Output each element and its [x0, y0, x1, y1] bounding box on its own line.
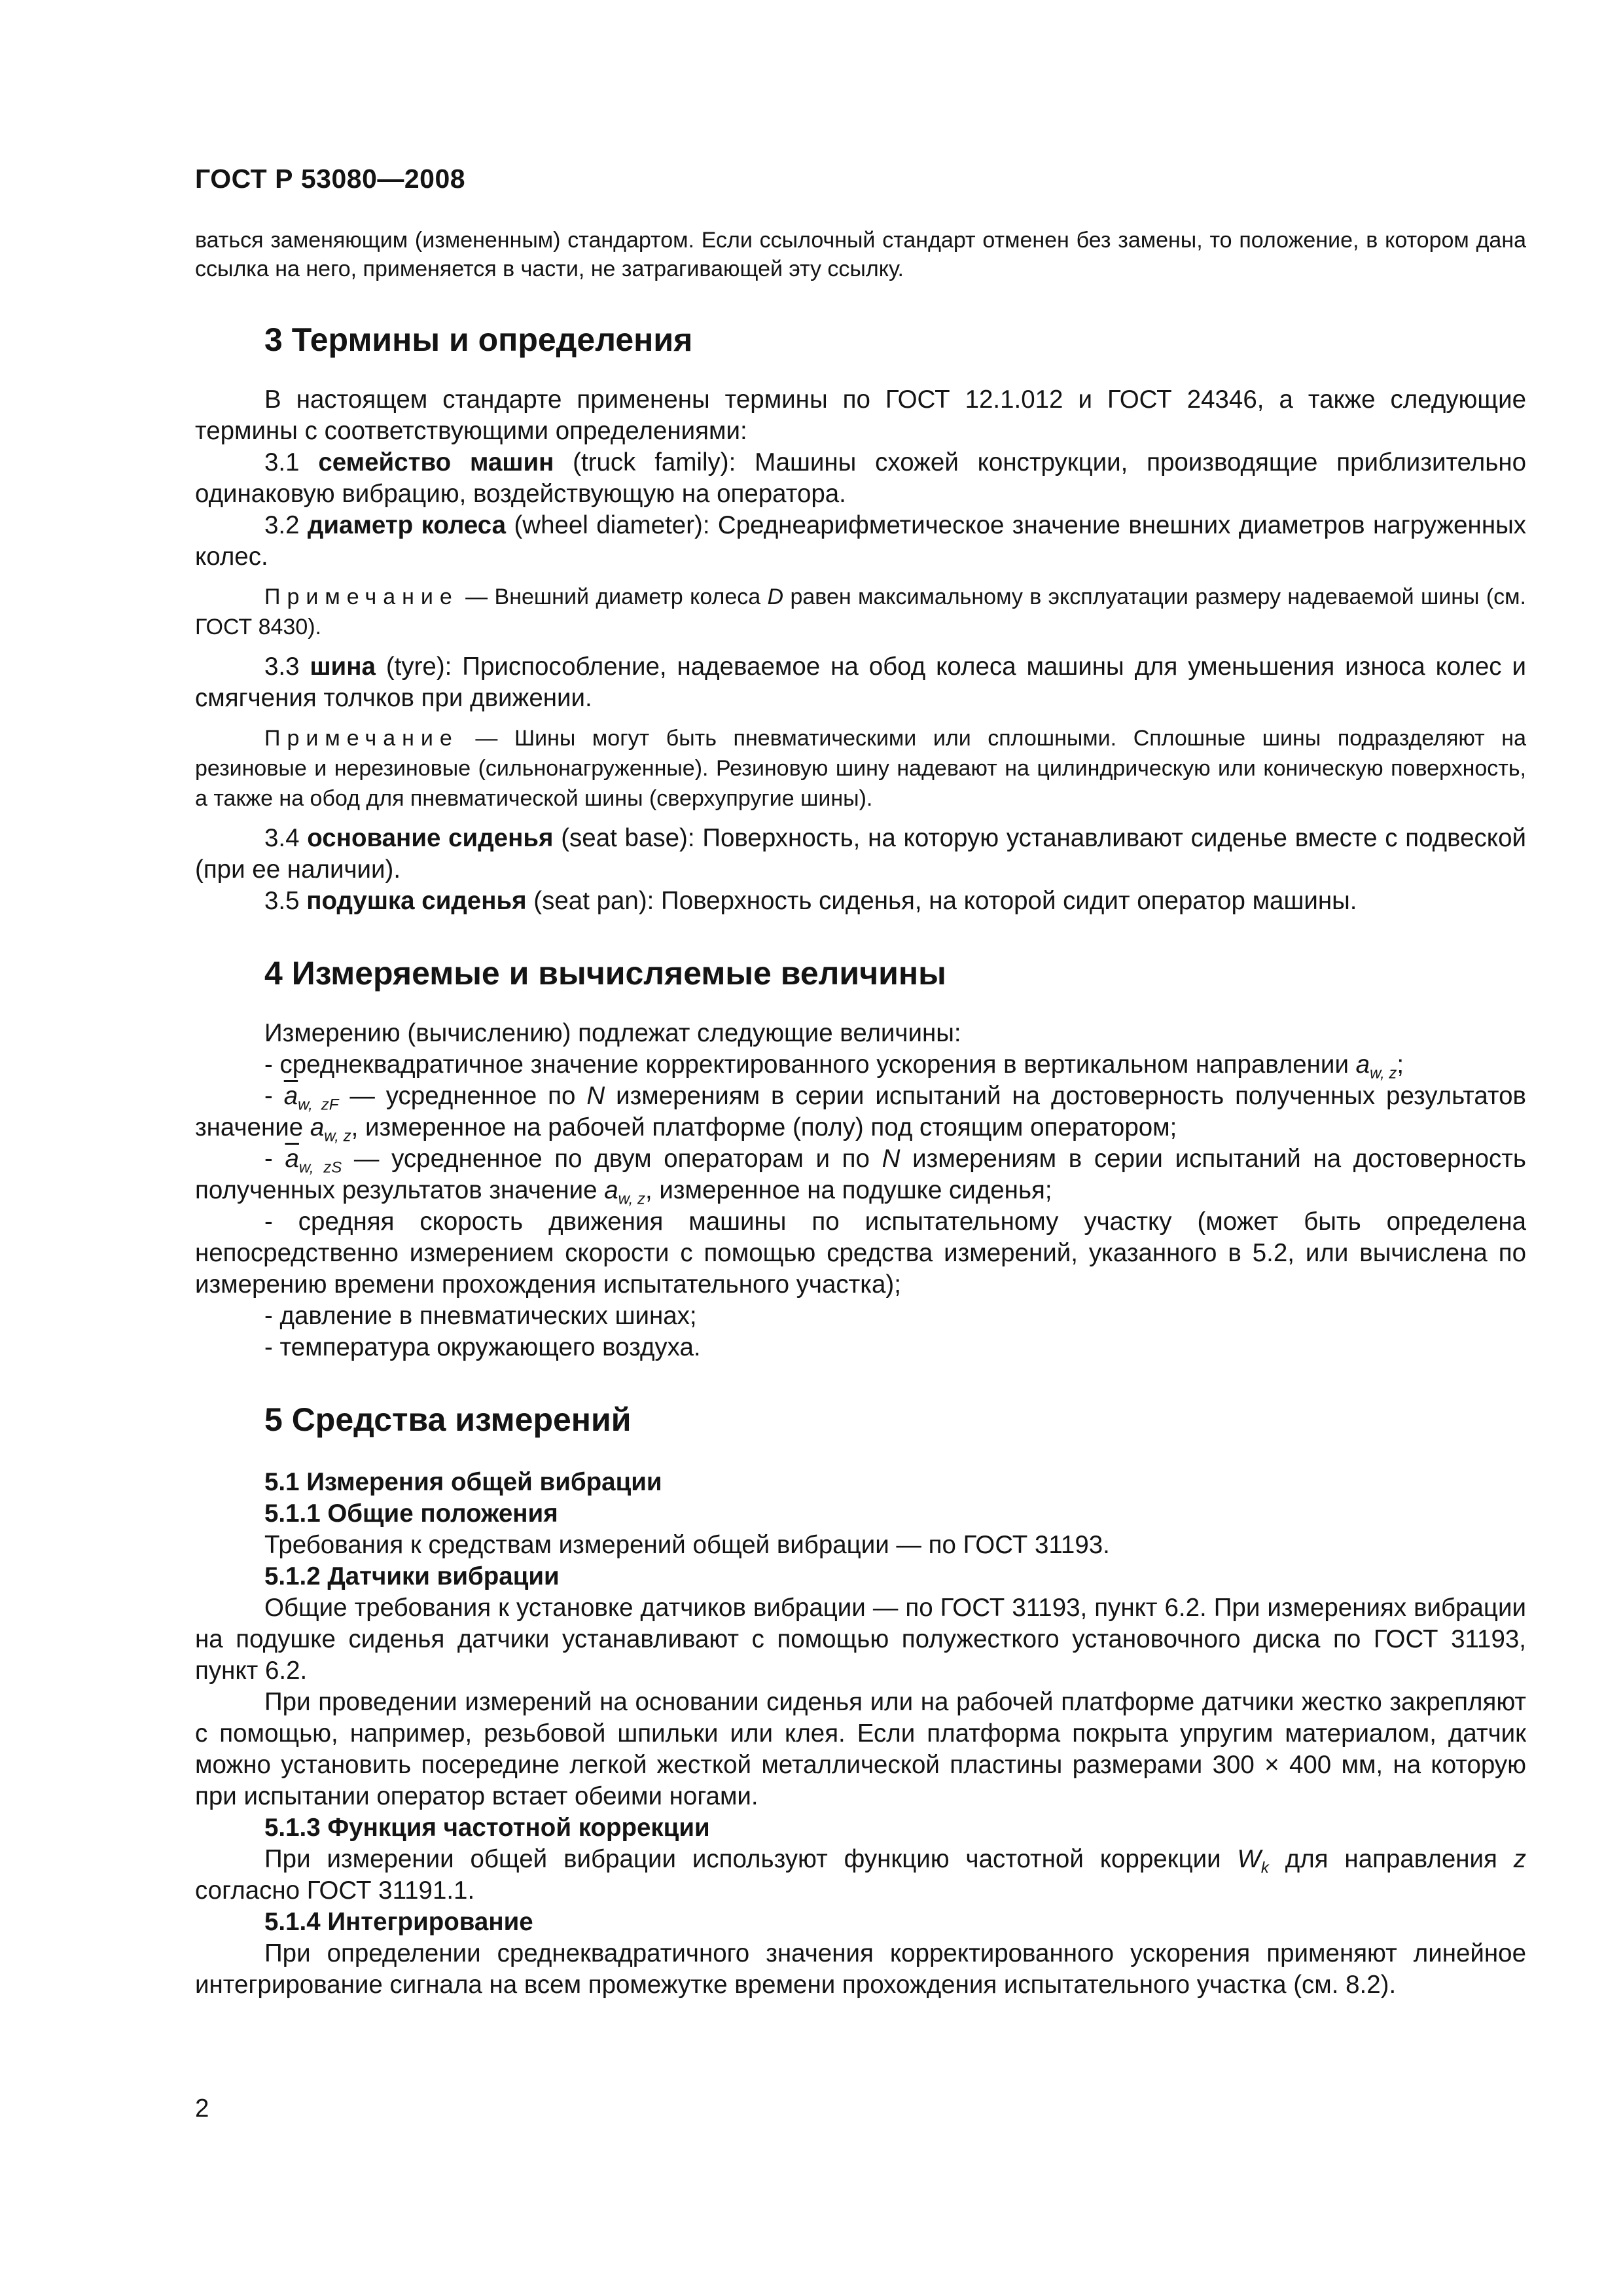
- paragraph-5-1-4: При определении среднеквадратичного значения корректированного ускорения применяют линейное интегрирование сигнала на всем промежутке времени прохождения испытательного участка (см. 8.2).: [195, 1939, 1526, 1999]
- symbol-a-bar: $\overline{a}$: [283, 1082, 298, 1110]
- paragraph-5-1-3: [195, 1844, 1526, 1907]
- section-5-heading: 5 Средства измерений: [264, 1401, 632, 1438]
- paragraph-5-1-2-b: При проведении измерений на основании сиденья или на рабочей платформе датчики жестко закрепляют с помощью, например, резьбовой шпильки или клея. Если платформа покрыта упругим материалом, датчик можно установить посередине легкой жесткой металлической пластины размерами 300 × 400 мм, на которую при испытании оператор встает обеими ногами.: [195, 1688, 1526, 1810]
- note-label: Примечание: [264, 726, 459, 751]
- note-1: [195, 582, 1526, 642]
- symbol-n: N: [882, 1145, 901, 1173]
- subsection-5-1-3-heading: 5.1.3 Функция частотной коррекции: [264, 1814, 710, 1842]
- symbol-a-bar: $\overline{a}$: [285, 1145, 299, 1173]
- subscript: w, zF: [298, 1096, 339, 1114]
- list-item-platform-average: [195, 1081, 1526, 1143]
- paragraph-text: для направления: [1268, 1845, 1514, 1873]
- list-item-seat-average: [195, 1143, 1526, 1206]
- term-definition: (truck family): Машины схожей конструкции, производящие приблизительно одинаковую вибрацию, воздействующую на оператора.: [195, 448, 1527, 508]
- subsection-5-1-4-heading: 5.1.4 Интегрирование: [264, 1908, 533, 1936]
- term-number: 3.3: [264, 653, 300, 681]
- item-text: измерениям в серии испытаний на достоверность полученных результатов значение: [195, 1145, 1526, 1204]
- paragraph-text: согласно ГОСТ 31191.1.: [195, 1876, 475, 1905]
- term-definition: (seat pan): Поверхность сиденья, на которой сидит оператор машины.: [526, 887, 1357, 915]
- section-4-heading: 4 Измеряемые и вычисляемые величины: [264, 955, 946, 992]
- section-3-intro: В настоящем стандарте применены термины по ГОСТ 12.1.012 и ГОСТ 24346, а также следующие термины с соответствующими определениями:: [195, 386, 1526, 445]
- term-name: основание сиденья: [307, 824, 554, 852]
- note-text: — Внешний диаметр колеса: [458, 584, 768, 609]
- note-2: [195, 723, 1526, 814]
- term-name: подушка сиденья: [306, 887, 527, 915]
- list-item-speed: - средняя скорость движения машины по испытательному участку (может быть определена непосредственно измерением скорости с помощью средства измерений, указанного в 5.2, или вычислена по измерению времени прохождения испытательного участка);: [195, 1208, 1526, 1299]
- subscript: k: [1260, 1859, 1269, 1877]
- item-text: — усредненное по двум операторам и по: [342, 1145, 882, 1173]
- term-number: 3.5: [264, 887, 300, 915]
- subscript: w, z: [1370, 1064, 1397, 1083]
- note-text: — Шины могут быть пневматическими или сплошными. Сплошные шины подразделяют на резиновые и нерезиновые (сильнонагруженные). Резиновую шину надевают на цилиндрическую или коническую поверхность, а также на обод для пневматической шины (сверхупругие шины).: [195, 726, 1526, 811]
- paragraph-5-1-1: Требования к средствам измерений общей вибрации — по ГОСТ 31193.: [264, 1531, 1110, 1559]
- term-3-4: [195, 823, 1526, 886]
- term-definition: (tyre): Приспособление, надеваемое на обод колеса машины для уменьшения износа колес и смягчения толчков при движении.: [195, 653, 1526, 712]
- list-item-rms-acceleration: [195, 1049, 1526, 1081]
- section-3-heading: 3 Термины и определения: [264, 321, 693, 358]
- term-definition: (seat base): Поверхность, на которую устанавливают сиденье вместе с подвеской (при ее наличии).: [195, 824, 1526, 884]
- term-number: 3.4: [264, 824, 300, 852]
- item-text: -: [264, 1082, 284, 1110]
- term-name: шина: [310, 653, 376, 681]
- section-4-intro: Измерению (вычислению) подлежат следующие величины:: [264, 1019, 961, 1047]
- paragraph-5-1-2-a: Общие требования к установке датчиков вибрации — по ГОСТ 31193, пункт 6.2. При измерениях вибрации на подушке сиденья датчики устанавливают с помощью полужесткого установочного диска по ГОСТ 31193, пункт 6.2.: [195, 1594, 1526, 1685]
- symbol-a: a: [310, 1113, 325, 1141]
- list-item-tyre-pressure: - давление в пневматических шинах;: [264, 1302, 697, 1330]
- standard-id-header: ГОСТ Р 53080—2008: [195, 164, 466, 194]
- item-text: , измеренное на подушке сиденья;: [645, 1176, 1052, 1204]
- item-text: измерениям в серии испытаний на достоверность полученных результатов значение: [195, 1082, 1526, 1141]
- item-text: - среднеквадратичное значение корректированного ускорения в вертикальном направлении: [264, 1050, 1356, 1079]
- term-definition: (wheel diameter): Среднеарифметическое значение внешних диаметров нагруженных колес.: [195, 511, 1526, 571]
- page-number: 2: [195, 2094, 209, 2123]
- symbol-n: N: [586, 1082, 605, 1110]
- symbol-a: a: [1355, 1050, 1370, 1079]
- term-name: семейство машин: [318, 448, 554, 476]
- term-name: диаметр колеса: [307, 511, 507, 539]
- term-3-1: [195, 447, 1526, 510]
- symbol-w: W: [1237, 1845, 1261, 1873]
- subscript: w, z: [324, 1127, 351, 1145]
- subsection-5-1-2-heading: 5.1.2 Датчики вибрации: [264, 1562, 560, 1590]
- page-body: [195, 226, 1526, 2001]
- item-text: — усредненное по: [338, 1082, 587, 1110]
- subscript: w, zS: [298, 1158, 342, 1177]
- term-3-2: [195, 510, 1526, 573]
- subsection-5-1-1-heading: 5.1.1 Общие положения: [264, 1499, 558, 1528]
- term-number: 3.1: [264, 448, 300, 476]
- list-item-air-temperature: - температура окружающего воздуха.: [264, 1333, 701, 1361]
- subscript: w, z: [618, 1190, 645, 1208]
- continuation-paragraph: ваться заменяющим (измененным) стандартом. Если ссылочный стандарт отменен без замены, то положение, в котором дана ссылка на него, применяется в части, не затрагивающей эту ссылку.: [195, 228, 1526, 281]
- subsection-5-1-heading: 5.1 Измерения общей вибрации: [264, 1468, 662, 1496]
- symbol-d: D: [767, 584, 784, 609]
- term-3-5: [195, 886, 1526, 917]
- note-label: Примечание: [264, 584, 459, 609]
- symbol-z: z: [1513, 1845, 1526, 1873]
- paragraph-text: При измерении общей вибрации используют функцию частотной коррекции: [264, 1845, 1238, 1873]
- item-text: -: [264, 1145, 285, 1173]
- symbol-a: a: [604, 1176, 618, 1204]
- note-text: равен максимальному в эксплуатации размеру надеваемой шины (см. ГОСТ 8430).: [195, 584, 1526, 639]
- term-3-3: [195, 651, 1526, 714]
- term-number: 3.2: [264, 511, 300, 539]
- item-text: ;: [1397, 1050, 1404, 1079]
- item-text: , измеренное на рабочей платформе (полу) под стоящим оператором;: [351, 1113, 1177, 1141]
